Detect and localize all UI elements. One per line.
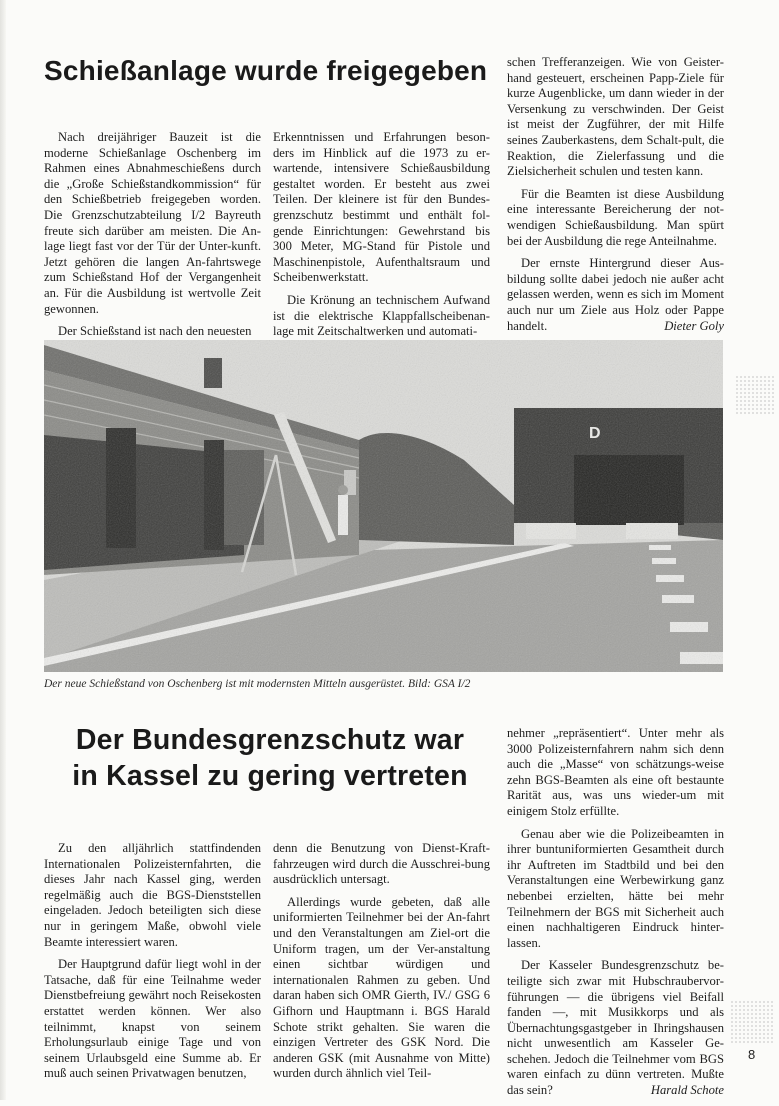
article2-headline-line1: Der Bundesgrenzschutz war: [75, 724, 465, 756]
paragraph: Allerdings wurde gebeten, daß alle uniformierten Teilnehmer bei der An-fahrt und den Veranstaltungen am Ziel-ort die Uniform tragen, um der Ver-anstaltung einen sichtbar würdigen und internationalen Rahmen zu geben. Und daran haben sich OMR Gierth, IV./ GSG 6 Gifhorn und Hauptmann i. BGS Harald Schote strikt gehalten. Sie waren die einzigen Vertreter des GSK Nord. Die anderen GSK (mit Ausnahme von Mitte) wurden durch ähnlich viel Teil-: [273, 894, 490, 1081]
scan-speckle: [730, 1000, 775, 1045]
paragraph: Zu den alljährlich stattfindenden Internationalen Polizeisternfahrten, die dieses Jahr nach Kassel ging, werden regelmäßig auch die BGS-Dienststellen eingeladen. Jedoch beteiligten sich diese nur in geringem Maße, obwohl viele Beamte interessiert waren.: [44, 841, 261, 949]
scan-speckle: [735, 375, 775, 415]
article2-headline-line2: in Kassel zu gering vertreten: [72, 760, 468, 792]
paragraph: schen Trefferanzeigen. Wie von Geister-hand gesteuert, erscheinen Papp-Ziele für kurze Augenblicke, um dann wieder in der Versenkung zu verschwinden. Der Geist ist meist der Zugführer, der mit Hilfe seines Zauberkastens, dem Schalt-pult, die Reaktion, die Zielerfassung und die Zielsicherheit schulen und testen kann.: [507, 55, 724, 179]
paragraph: Für die Beamten ist diese Ausbildung eine interessante Bereicherung der not-wendigen Schießausbildung. Man spürt bei der Ausbildung die rege Anteilnahme.: [507, 186, 724, 248]
paragraph: Die Krönung an technischem Aufwand ist die elektrische Klappfallscheibenan-lage mit Zeitschaltwerken und automati-: [273, 292, 490, 339]
paragraph: Genau aber wie die Polizeibeamten in ihrer buntuniformierten Gesamtheit durch ihr Auftreten im Stadtbild und bei den Veranstaltungen eine Werbewirkung ganz nebenbei erzielten, hätte bei mehr Teilnehmern der BGS mit Sicherheit auch einen nachhaltigeren Eindruck hinter-lassen.: [507, 826, 724, 950]
paragraph: [507, 958, 724, 1098]
article2-column-2: [273, 841, 490, 1089]
paragraph: denn die Benutzung von Dienst-Kraft-fahrzeugen wird durch die Ausschrei-bung ausdrücklich untersagt.: [273, 841, 490, 887]
paragraph-text: Der Kasseler Bundesgrenzschutz be-teiligte sich zwar mit Hubschraubervor-führungen — die übrigens viel Beifall fanden —, mit Musikkorps und als Übernachtungsgastgeber in Ihringshausen nicht unwesentlich am Kasseler Ge-schehen. Jedoch die Teilnehmer vom BGS waren einfach zu dünn vertreten. Mußte das sein?: [507, 958, 724, 1098]
paragraph: Nach dreijähriger Bauzeit ist die moderne Schießanlage Oschenberg im Rahmen eines Abnahmeschießens durch die „Große Schießstandkommission“ für den Schießbetrieb freigegeben worden. Die Grenzschutzabteilung I/2 Bayreuth freute sich darüber am meisten. Die An-lage liegt fast vor der Tür der Unter-kunft. Jetzt gehören die langen An-fahrtswege zum Schießstand Hof der Vergangenheit an. Für die Ausbildung ist wertvolle Zeit gewonnen.: [44, 130, 261, 316]
article1-column-3: [507, 55, 724, 341]
paragraph-text: Der ernste Hintergrund dieser Aus-bildung sollte dabei jedoch nie außer acht gelassen werden, wenn es sich im Moment auch nur um Ziele aus Holz oder Pappe handelt.: [507, 256, 724, 333]
article1-column-2: [273, 130, 490, 347]
photo-illustration: [44, 340, 723, 672]
page-number: 8: [748, 1047, 756, 1062]
paragraph: Der Hauptgrund dafür liegt wohl in der Tatsache, daß für eine Teilnahme weder Dienstbefreiung gewährt noch Reisekosten erstattet werden können. Wer also teilnimmt, knapst von seinem Erholungsurlaub einige Tage und von seinem Urlaubsgeld eine Summe ab. Er muß auch seinen Privatwagen benutzen,: [44, 957, 261, 1081]
author-signature: Dieter Goly: [664, 318, 724, 333]
article2-column-3: [507, 726, 724, 1106]
article1-headline: Schießanlage wurde freigegeben: [44, 55, 488, 86]
paragraph: nehmer „repräsentiert“. Unter mehr als 3000 Polizeisternfahrern nahm sich denn auch die „Masse“ von schätzungs-weise zehn BGS-Beamten als eine oft bestaunte Rarität aus, was uns wieder-um mit einigem Stolz erfüllte.: [507, 726, 724, 818]
scan-page-edge: [0, 0, 6, 1100]
paragraph: Der Schießstand ist nach den neuesten: [58, 324, 252, 339]
article2-headline: [70, 722, 470, 794]
shooting-range-photo: [44, 340, 723, 672]
paragraph: Erkenntnissen und Erfahrungen beson-ders im Hinblick auf die 1973 zu er-wartende, intensivere Schießausbildung gestaltet worden. Er besteht aus zwei Teilen. Der kleinere ist für den Bundes-grenzschutz bestimmt und enthält fol-gende Einrichtungen: Gewehrstand bis 300 Meter, MG-Stand für Pistole und Maschinenpistole, Aufenthaltsraum und Scheibenwerkstatt.: [273, 130, 490, 285]
paragraph: [507, 256, 724, 334]
author-signature: Harald Schote: [650, 1083, 724, 1098]
photo-caption: Der neue Schießstand von Oschenberg ist mit modernsten Mitteln ausgerüstet. Bild: GSA I/2: [44, 678, 471, 690]
article2-column-1: [44, 841, 261, 1089]
article1-column-1: [44, 130, 261, 347]
